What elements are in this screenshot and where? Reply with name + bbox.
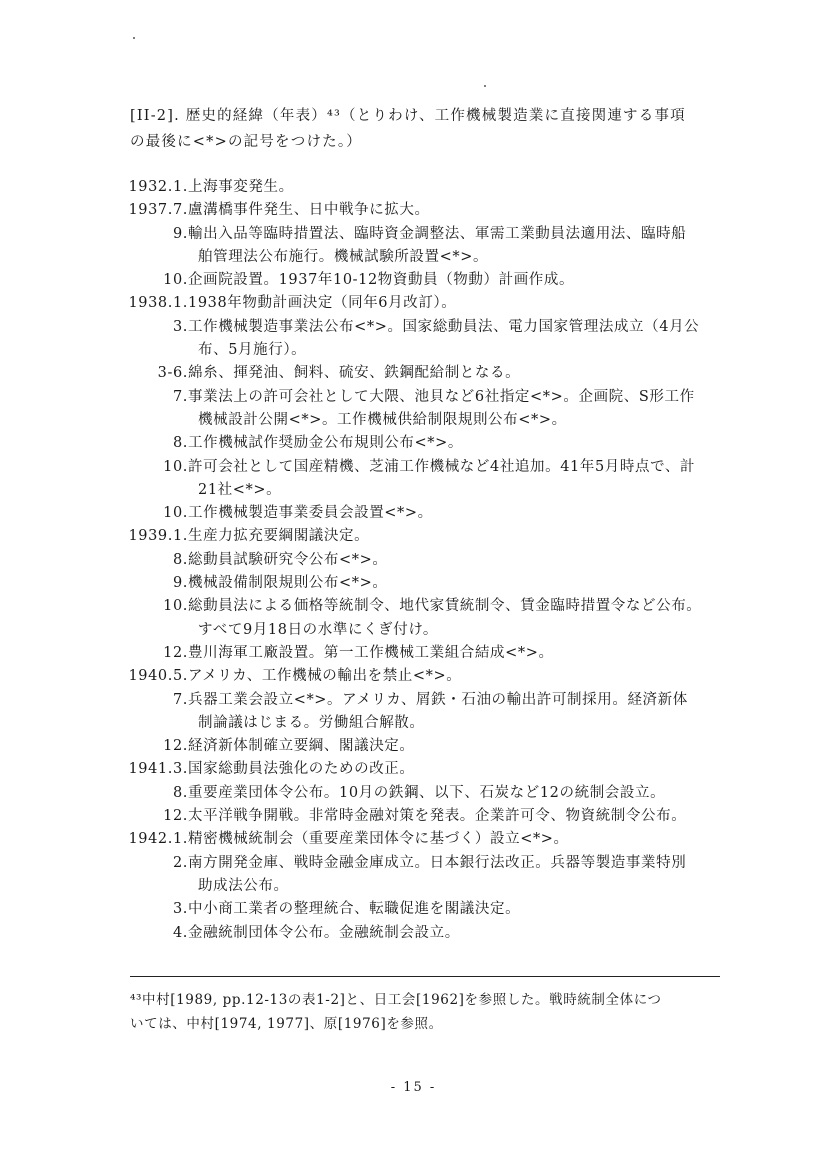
chronology-entry xyxy=(0,689,827,712)
chronology-entry xyxy=(0,828,827,851)
entry-text: 豊川海軍工廠設置。第一工作機械工業組合結成<*>。 xyxy=(188,644,554,661)
entry-date: 1937.7. xyxy=(128,202,188,219)
entry-text: 機械設備制限規則公布<*>。 xyxy=(188,575,388,592)
chronology-list xyxy=(0,176,827,945)
entry-text: 精密機械統制会（重要産業団体令に基づく）設立<*>。 xyxy=(188,831,569,848)
entry-text: 工作機械試作奨励金公布規則公布<*>。 xyxy=(188,435,463,452)
entry-date: 3. xyxy=(172,318,188,335)
entry-date: 7. xyxy=(172,388,188,405)
entry-date: 10. xyxy=(163,458,188,475)
entry-date: 3-6. xyxy=(157,365,188,382)
chronology-entry xyxy=(0,502,827,525)
chronology-entry xyxy=(0,758,827,781)
entry-date: 9. xyxy=(172,575,188,592)
chronology-entry xyxy=(0,782,827,805)
entry-continuation-text: 舶管理法公布施行。機械試験所設置<*>。 xyxy=(198,248,489,265)
chronology-entry xyxy=(0,223,827,246)
entry-date: 12. xyxy=(163,738,188,755)
chronology-entry xyxy=(0,292,827,315)
entry-continuation-text: 制論議はじまる。労働組合解散。 xyxy=(198,714,425,731)
entry-date: 8. xyxy=(172,435,188,452)
entry-text: 上海事変発生。 xyxy=(188,179,294,195)
scan-speck xyxy=(133,37,135,39)
chronology-entry xyxy=(0,199,827,222)
entry-text: 南方開発金庫、戦時金融金庫成立。日本銀行法改正。兵器等製造事業特別 xyxy=(188,854,687,871)
entry-text: 中小商工業者の整理統合、転職促進を閣議決定。 xyxy=(188,901,521,918)
chronology-entry xyxy=(0,898,827,921)
chronology-entry xyxy=(0,456,827,479)
entry-date: 1942.1. xyxy=(128,831,188,848)
entry-date: 3. xyxy=(172,901,188,918)
entry-continuation-text: 機械設計公開<*>。工作機械供給制限規則公布<*>。 xyxy=(198,411,567,428)
entry-date: 1939.1. xyxy=(128,528,188,545)
entry-date: 12. xyxy=(163,808,188,825)
footnote xyxy=(130,988,730,1036)
entry-continuation xyxy=(0,875,827,898)
chronology-entry xyxy=(0,642,827,665)
entry-text: 1938年物動計画決定（同年6月改訂）。 xyxy=(188,295,457,312)
chronology-entry xyxy=(0,362,827,385)
chronology-entry xyxy=(0,805,827,828)
entry-date: 1941.3. xyxy=(128,761,188,778)
entry-continuation xyxy=(0,479,827,502)
entry-text: 工作機械製造事業法公布<*>。国家総動員法、電力国家管理法成立（4月公 xyxy=(188,318,700,335)
entry-text: 綿糸、揮発油、飼料、硫安、鉄鋼配給制となる。 xyxy=(188,365,521,382)
entry-text: 兵器工業会設立<*>。アメリカ、屑鉄・石油の輸出許可制採用。経済新体 xyxy=(188,691,688,708)
chronology-entry xyxy=(0,525,827,548)
chronology-entry xyxy=(0,269,827,292)
chronology-entry xyxy=(0,572,827,595)
entry-text: 経済新体制確立要綱、閣議決定。 xyxy=(188,738,415,755)
entry-text: アメリカ、工作機械の輸出を禁止<*>。 xyxy=(188,668,462,685)
chronology-entry xyxy=(0,595,827,618)
chronology-entry xyxy=(0,922,827,945)
entry-date: 10. xyxy=(163,272,188,289)
entry-continuation xyxy=(0,712,827,735)
chronology-entry xyxy=(0,386,827,409)
chronology-entry xyxy=(0,665,827,688)
entry-text: 総動員試験研究令公布<*>。 xyxy=(188,551,388,568)
entry-date: 1932.1. xyxy=(128,179,188,195)
entry-date: 8. xyxy=(172,784,188,801)
chronology-entry xyxy=(0,432,827,455)
entry-date: 1938.1. xyxy=(128,295,188,312)
entry-date: 10. xyxy=(163,505,188,522)
chronology-entry xyxy=(0,549,827,572)
scan-speck xyxy=(484,85,486,87)
entry-text: 太平洋戦争開戦。非常時金融対策を発表。企業許可令、物資統制令公布。 xyxy=(188,808,687,825)
entry-date: 10. xyxy=(163,598,188,615)
entry-date: 8. xyxy=(172,551,188,568)
entry-text: 総動員法による価格等統制令、地代家賃統制令、賃金臨時措置令など公布。 xyxy=(188,598,702,615)
entry-text: 生産力拡充要綱閣議決定。 xyxy=(188,528,370,545)
footnote-line: ⁴³中村[1989, pp.12-13の表1-2]と、日工会[1962]を参照した。戦時統制全体につ xyxy=(130,992,662,1008)
chronology-entry xyxy=(0,735,827,758)
footnote-line: いては、中村[1974, 1977]、原[1976]を参照。 xyxy=(130,1016,443,1032)
heading-line: [II-2]. 歴史的経緯（年表）⁴³（とりわけ、工作機械製造業に直接関連する事項 xyxy=(130,108,686,124)
entry-date: 2. xyxy=(172,854,188,871)
heading-line: の最後に<*>の記号をつけた。） xyxy=(130,134,362,150)
entry-text: 重要産業団体令公布。10月の鉄鋼、以下、石炭など12の統制会設立。 xyxy=(188,784,666,801)
chronology-entry xyxy=(0,852,827,875)
entry-continuation-text: 助成法公布。 xyxy=(198,877,289,894)
chronology-entry xyxy=(0,176,827,199)
entry-continuation-text: すべて9月18日の水準にくぎ付け。 xyxy=(198,621,439,638)
chronology-entry xyxy=(0,316,827,339)
entry-text: 企画院設置。1937年10-12物資動員（物動）計画作成。 xyxy=(188,272,575,289)
entry-text: 金融統制団体令公布。金融統制会設立。 xyxy=(188,924,460,941)
entry-text: 事業法上の許可会社として大隈、池貝など6社指定<*>。企画院、S形工作 xyxy=(188,388,695,405)
entry-text: 許可会社として国産精機、芝浦工作機械など4社追加。41年5月時点で、計 xyxy=(188,458,696,475)
entry-continuation xyxy=(0,339,827,362)
entry-continuation-text: 21社<*>。 xyxy=(198,481,282,498)
entry-text: 輸出入品等臨時措置法、臨時資金調整法、軍需工業動員法適用法、臨時船 xyxy=(188,225,687,242)
entry-date: 7. xyxy=(172,691,188,708)
page-number: - 15 - xyxy=(390,1080,437,1095)
entry-text: 国家総動員法強化のための改正。 xyxy=(188,761,415,778)
entry-text: 盧溝橋事件発生、日中戦争に拡大。 xyxy=(188,202,430,219)
entry-continuation xyxy=(0,619,827,642)
entry-date: 12. xyxy=(163,644,188,661)
entry-continuation xyxy=(0,409,827,432)
entry-date: 1940.5. xyxy=(128,668,188,685)
entry-continuation xyxy=(0,246,827,269)
footnote-separator xyxy=(130,976,720,977)
entry-continuation-text: 布、5月施行）。 xyxy=(198,342,307,359)
entry-date: 4. xyxy=(172,924,188,941)
entry-text: 工作機械製造事業委員会設置<*>。 xyxy=(188,505,433,522)
section-heading xyxy=(130,103,730,155)
entry-date: 9. xyxy=(172,225,188,242)
